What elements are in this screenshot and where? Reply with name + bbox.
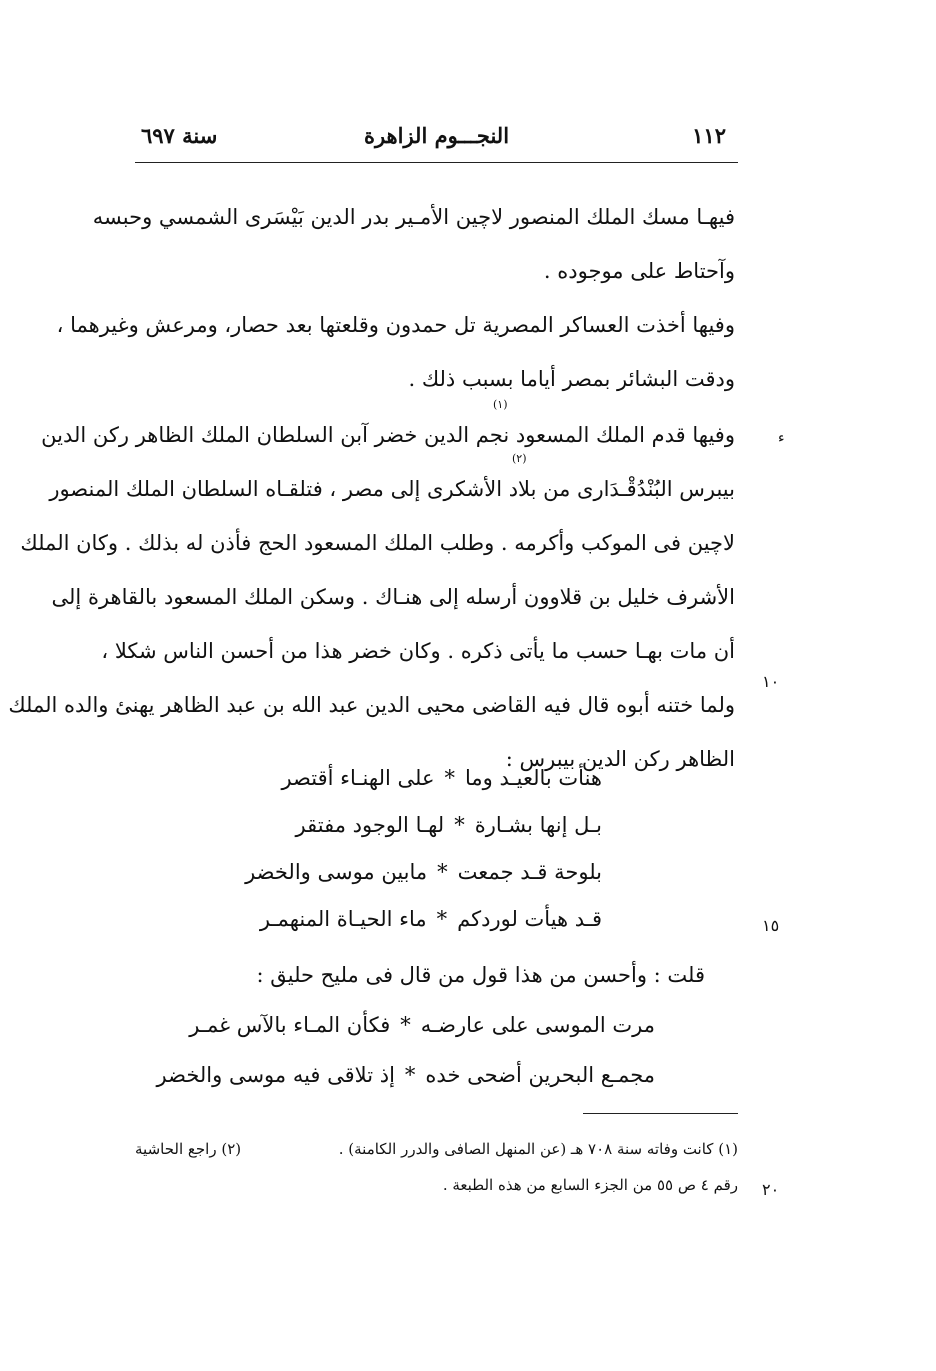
verse-first-hemistich: بـل إنها بشـارة <box>474 813 602 837</box>
verse-separator: * <box>437 860 448 884</box>
verse-second-hemistich: إذ تلاقى فيه موسى والخضر <box>156 1063 395 1087</box>
text-line: الأشرف خليل بن قلاوون أرسله إلى هنـاك . وسكن الملك المسعود بالقاهرة إلى <box>51 585 735 609</box>
verse-second-hemistich: لهـا الوجود مفتقر <box>295 813 445 837</box>
footnote-2-end: رقم ٤ ص ٥٥ من الجزء السابع من هذه الطبعة . <box>442 1176 738 1194</box>
paragraph-1 <box>92 190 735 298</box>
poem-verse <box>259 894 602 944</box>
verse-second-hemistich: على الهنـاء أقتصر <box>281 766 435 790</box>
verse-separator: * <box>400 1013 411 1037</box>
poem-verse <box>262 800 602 850</box>
verse-first-hemistich: مرت الموسى على عارضـه <box>420 1013 655 1037</box>
poem-verse <box>262 753 602 803</box>
verse-first-hemistich: مجمـع البحرين أضحى خده <box>425 1063 655 1087</box>
verse-second-hemistich: ماء الحيـاة المنهمـر <box>259 907 427 931</box>
verse-separator: * <box>436 907 448 931</box>
margin-mark: ء <box>778 430 785 446</box>
line-number-10: ١٠ <box>762 672 780 691</box>
text-line: بيبرس البُنْدُقْـدَارى من بلاد الأشكرى إلى مصر ، فتلقـاه السلطان الملك المنصور <box>49 477 735 501</box>
text-line: ولما ختنه أبوه قال فيه القاضى محيى الدين عبد الله بن عبد الظاهر يهنئ والده الملك <box>8 693 735 717</box>
footnote-ref-1: (١) <box>493 398 508 411</box>
footnote-rule <box>583 1113 738 1114</box>
paragraph-2 <box>56 298 735 406</box>
footnote-2-start: (٢) راجع الحاشية <box>135 1140 242 1158</box>
text-line: لاچين فى الموكب وأكرمه . وطلب الملك المسعود الحج فأذن له بذلك . وكان الملك <box>20 531 735 555</box>
page-number: ١١٢ <box>692 123 726 148</box>
footnote-ref-2: (٢) <box>512 452 527 465</box>
poem-verse <box>245 847 602 897</box>
text-line: ودقت البشائر بمصر أياما بسبب ذلك . <box>408 367 735 391</box>
verse-separator: * <box>444 766 455 790</box>
transition-line: قلت : وأحسن من هذا قول من قال فى مليح حليق : <box>256 963 705 987</box>
paragraph-3 <box>8 408 735 786</box>
text-line: وفيها قدم الملك المسعود نجم الدين خضر آبن السلطان الملك الظاهر ركن الدين <box>41 423 735 447</box>
verse-second-hemistich: مابين موسى والخضر <box>245 860 428 884</box>
verse-separator: * <box>404 1063 416 1087</box>
text-line: وفيها أخذت العساكر المصرية تل حمدون وقلعتها بعد حصار، ومرعش وغيرهما ، <box>56 313 735 337</box>
line-number-15: ١٥ <box>762 916 780 935</box>
verse-first-hemistich: بلوحة قـد جمعت <box>457 860 602 884</box>
header-rule <box>135 162 738 163</box>
line-number-20: ٢٠ <box>762 1180 780 1199</box>
page-header <box>135 123 738 155</box>
poem-verse <box>189 1000 655 1050</box>
text-line: وآحتاط على موجوده . <box>543 259 735 283</box>
verse-second-hemistich: فكأن المـاء بالآس غمـر <box>189 1013 391 1037</box>
footnote-1: (١) كانت وفاته سنة ٧٠٨ هـ (عن المنهل الصافى والدرر الكامنة) . <box>338 1140 738 1158</box>
book-title: النجـــوم الزاهرة <box>363 123 510 148</box>
year-label: سنة ٦٩٧ <box>141 123 218 148</box>
verse-separator: * <box>454 813 465 837</box>
text-line: أن مات بهـا حسب ما يأتى ذكره . وكان خضر هذا من أحسن الناس شكلا ، <box>101 639 735 663</box>
poem-verse <box>156 1050 655 1100</box>
text-line: فيهـا مسك الملك المنصور لاچين الأمـير بدر الدين بَيْسَرى الشمسي وحبسه <box>92 205 735 229</box>
verse-first-hemistich: قـد هيأت لوردكم <box>457 907 602 931</box>
text-line: الظاهر ركن الدين بيبرس : <box>505 747 735 771</box>
verse-first-hemistich: هنأت بالعيـد وما <box>464 766 602 790</box>
